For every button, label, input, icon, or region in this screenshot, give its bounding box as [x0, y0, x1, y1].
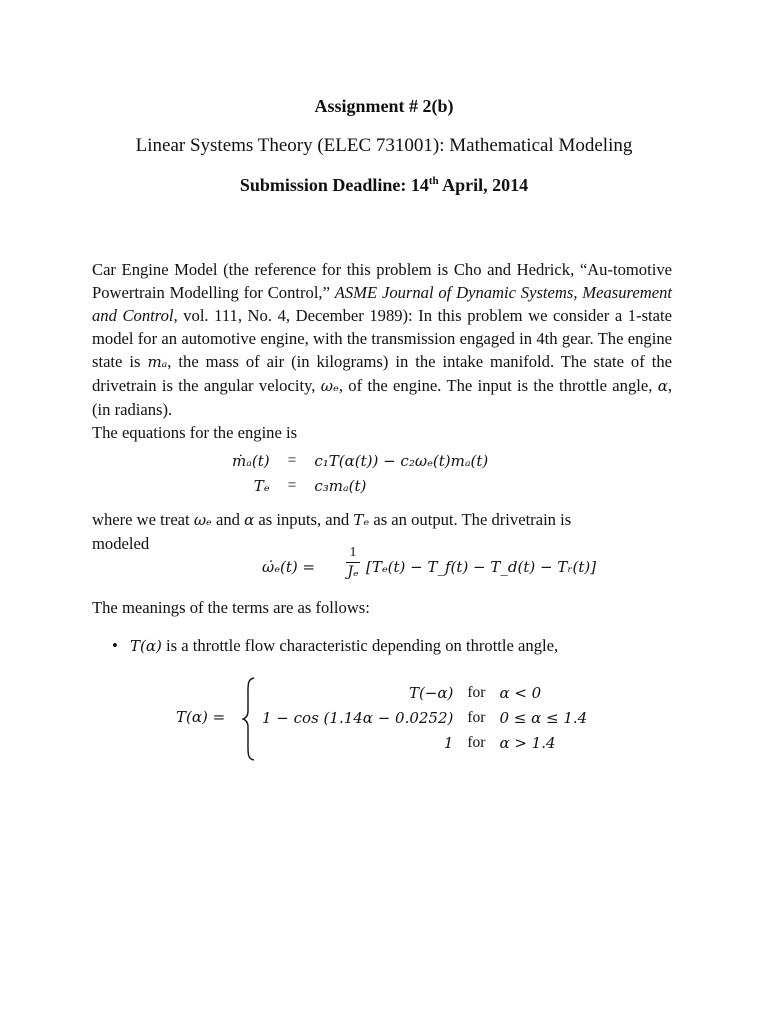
submission-deadline	[0, 175, 768, 196]
equation-rhs: c₁T(α(t)) − c₂ωₑ(t)mₐ(t)	[314, 451, 489, 470]
piecewise-for: for	[467, 708, 486, 726]
intro-text-1: Car Engine Model (the reference for this problem is Cho and Hedrick, “Au-tomotive Powertrain Modelling for Control,”	[92, 260, 672, 302]
equation-row	[228, 448, 492, 473]
course-title: Linear Systems Theory (ELEC 731001): Mathematical Modeling	[135, 135, 633, 156]
symbol-alpha: α	[657, 377, 668, 395]
symbol-te: Tₑ	[353, 511, 370, 529]
symbol-alpha: α	[244, 511, 255, 529]
piecewise-row	[258, 730, 591, 755]
piecewise-value: 1 − cos (1.14α − 0.0252)	[262, 708, 454, 727]
equation-lhs: Tₑ	[253, 476, 270, 495]
drivetrain-equation	[262, 545, 597, 588]
piecewise-definition	[176, 676, 596, 762]
symbol-we: ωₑ	[320, 377, 339, 395]
piecewise-lhs: T(α) =	[176, 708, 226, 726]
piecewise-value: 1	[443, 733, 454, 752]
deadline-prefix: Submission Deadline: 14	[239, 175, 429, 195]
intro-text-5: , (in radians).	[92, 376, 672, 419]
fraction-denominator: Jₑ	[347, 564, 359, 580]
intro-paragraph	[92, 258, 672, 444]
piecewise-row	[258, 680, 591, 705]
drivetrain-rhs: [Tₑ(t) − T_f(t) − T_d(t) − Tᵣ(t)]	[366, 558, 597, 576]
bullet-icon: •	[112, 636, 118, 655]
journal-name: ASME Journal of Dynamic Systems, Measurement and Control	[92, 283, 672, 325]
piecewise-value: T(−α)	[408, 683, 454, 702]
left-brace-icon	[242, 676, 256, 762]
where-text-1: where we treat	[92, 510, 194, 529]
equation-op: =	[287, 451, 297, 469]
piecewise-table	[258, 680, 591, 755]
where-text-3: as inputs, and	[254, 510, 354, 529]
where-text-2: and	[211, 510, 245, 529]
intro-text-3: , the mass of air (in kilograms) in the intake manifold. The state of the drivetrain is the angular velocity,	[92, 352, 672, 395]
where-text-4: as an output. The drivetrain is	[369, 510, 572, 529]
piecewise-for: for	[467, 733, 486, 751]
equation-op: =	[287, 476, 297, 494]
deadline-suffix: April, 2014	[438, 175, 529, 195]
equation-rhs: c₃mₐ(t)	[314, 476, 367, 495]
deadline-superscript: th	[428, 175, 439, 187]
list-item	[112, 634, 672, 658]
drivetrain-lhs: ω̇ₑ(t) =	[262, 558, 316, 576]
intro-text-2: , vol. 111, No. 4, December 1989): In this problem we consider a 1-state model for an automotive engine, with the transmission engaged in 4th gear. The engine state is	[92, 306, 672, 371]
piecewise-condition: 0 ≤ α ≤ 1.4	[499, 708, 588, 727]
fraction-bar	[346, 562, 360, 563]
piecewise-for: for	[467, 683, 486, 701]
meanings-heading: The meanings of the terms are as follows:	[92, 598, 370, 617]
symbol-we: ωₑ	[193, 511, 212, 529]
intro-last-line: The equations for the engine is	[92, 423, 298, 442]
bullet-term: T(α)	[130, 637, 162, 655]
fraction-numerator: 1	[349, 545, 357, 560]
bullet-text: is a throttle flow characteristic depending on throttle angle,	[161, 636, 559, 655]
piecewise-condition: α < 0	[499, 683, 542, 702]
equation-row	[228, 473, 492, 498]
piecewise-condition: α > 1.4	[499, 733, 556, 752]
piecewise-row	[258, 705, 591, 730]
drivetrain-fraction	[346, 545, 360, 580]
assignment-title: Assignment # 2(b)	[314, 96, 454, 116]
equation-lhs: ṁₐ(t)	[232, 451, 270, 470]
engine-equations	[228, 448, 528, 498]
where-last-line: modeled	[92, 534, 150, 553]
intro-text-4: , of the engine. The input is the throttle angle,	[338, 376, 658, 395]
symbol-ma: mₐ	[147, 353, 168, 371]
